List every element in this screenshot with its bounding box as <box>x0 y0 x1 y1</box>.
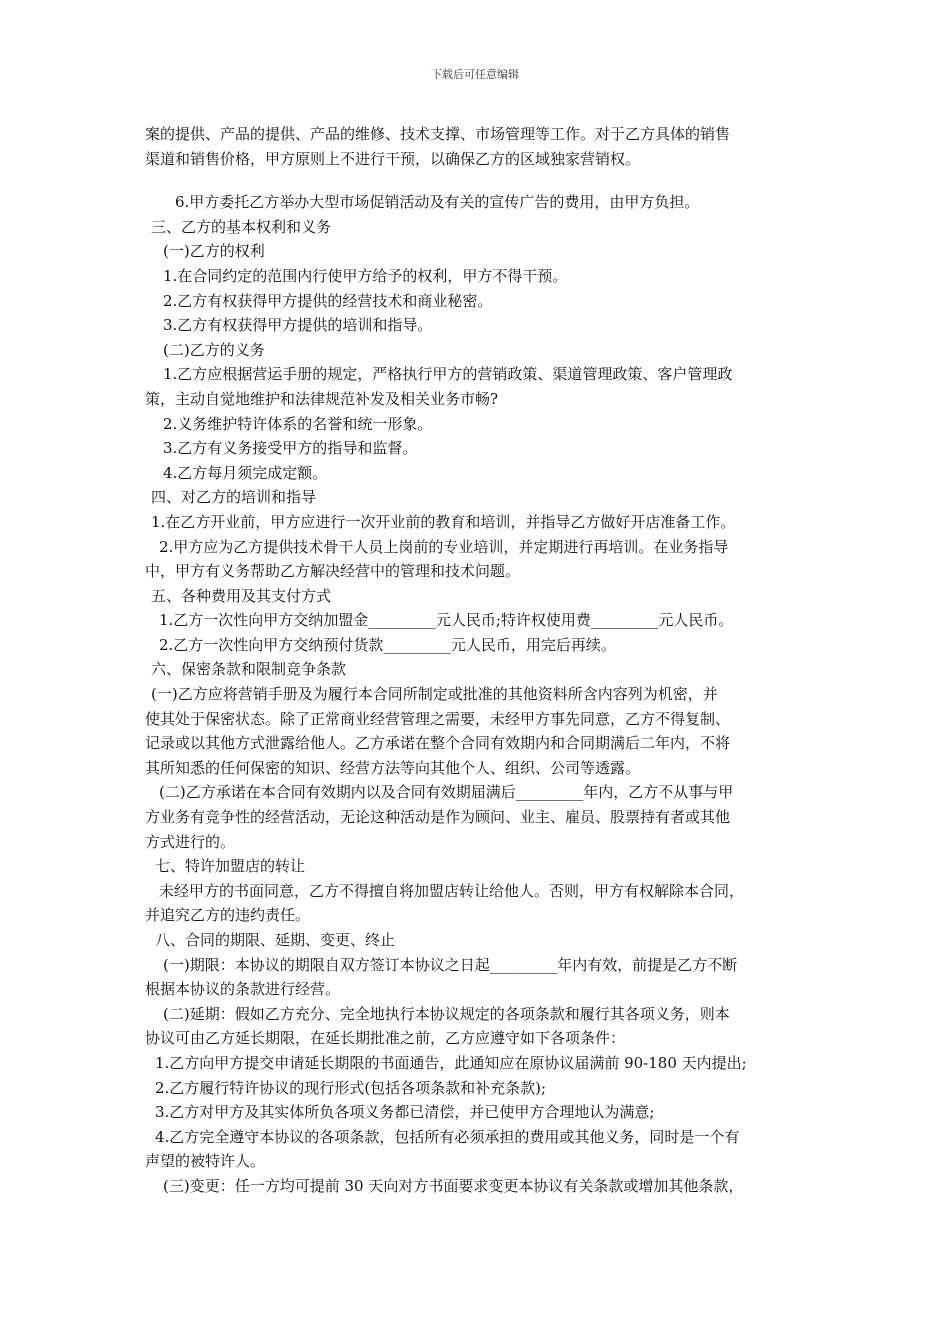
text-line: 四、对乙方的培训和指导 <box>151 488 317 507</box>
text-line: 4.乙方完全遵守本协议的各项条款，包括所有必须承担的费用或其他义务，同时是一个有 <box>155 1127 740 1146</box>
page-header: 下载后可任意编辑 <box>431 68 519 81</box>
text-line: 1.乙方一次性向甲方交纳加盟金_________元人民币;特许权使用费_________元人民币。 <box>159 611 734 630</box>
text-line: 其所知悉的任何保密的知识、经营方法等向其他个人、组织、公司等透露。 <box>145 758 641 777</box>
paragraph-gap <box>145 171 810 190</box>
text-line: 方业务有竞争性的经营活动，无论这种活动是作为顾问、业主、雇员、股票持有者或其他 <box>145 808 731 827</box>
text-line: 七、特许加盟店的转让 <box>155 857 306 876</box>
document-body <box>145 122 810 1199</box>
text-line: (一)乙方的权利 <box>163 242 265 261</box>
text-line: 3.乙方对甲方及其实体所负各项义务都已清偿，并已使甲方合理地认为满意; <box>155 1103 655 1122</box>
text-line: (二)乙方的义务 <box>163 340 265 359</box>
text-line: 6.甲方委托乙方举办大型市场促销活动及有关的宣传广告的费用，由甲方负担。 <box>175 193 700 212</box>
text-line: 方式进行的。 <box>145 832 236 851</box>
text-line: 根据本协议的条款进行经营。 <box>145 980 341 999</box>
text-line: 2.乙方一次性向甲方交纳预付货款_________元人民币，用完后再续。 <box>159 635 616 654</box>
text-line: 1.在合同约定的范围内行使甲方给予的权利，甲方不得干预。 <box>163 266 568 285</box>
text-line: (二)延期：假如乙方充分、完全地执行本协议规定的各项条款和履行其各项义务，则本 <box>163 1004 730 1023</box>
text-line: 未经甲方的书面同意，乙方不得擅自将加盟店转让给他人。否则，甲方有权解除本合同， <box>159 881 745 900</box>
text-line: 3.乙方有义务接受甲方的指导和监督。 <box>163 439 418 458</box>
text-line: (一)期限：本协议的期限自双方签订本协议之日起_________年内有效，前提是乙方不断 <box>163 955 738 974</box>
text-line: 五、各种费用及其支付方式 <box>151 586 332 605</box>
text-line: 2.甲方应为乙方提供技术骨干人员上岗前的专业培训，并定期进行再培训。在业务指导 <box>159 537 729 556</box>
text-line: 2.乙方履行特许协议的现行形式(包括各项条款和补充条款); <box>155 1078 547 1097</box>
text-line: 3.乙方有权获得甲方提供的培训和指导。 <box>163 316 433 335</box>
text-line: 策，主动自觉地维护和法律规范补发及相关业务市畅? <box>145 389 499 408</box>
text-line: 1.乙方向甲方提交申请延长期限的书面通告，此通知应在原协议届满前 90-180 天内提出; <box>155 1053 747 1072</box>
text-line: 4.乙方每月须完成定额。 <box>163 463 328 482</box>
text-line: 三、乙方的基本权利和义务 <box>151 217 332 236</box>
text-line: 使其处于保密状态。除了正常商业经营管理之需要，未经甲方事先同意，乙方不得复制、 <box>145 709 731 728</box>
text-line: 渠道和销售价格，甲方原则上不进行干预，以确保乙方的区域独家营销权。 <box>145 149 641 168</box>
text-line: (三)变更：任一方均可提前 30 天向对方书面要求变更本协议有关条款或增加其他条款， <box>163 1176 744 1195</box>
text-line: (一)乙方应将营销手册及为履行本合同所制定或批准的其他资料所含内容列为机密，并 <box>151 685 718 704</box>
text-line: 1.在乙方开业前，甲方应进行一次开业前的教育和培训，并指导乙方做好开店准备工作。 <box>151 512 736 531</box>
text-line: 八、合同的期限、延期、变更、终止 <box>155 931 396 949</box>
text-line: 2.乙方有权获得甲方提供的经营技术和商业秘密。 <box>163 291 493 310</box>
text-line: 记录或以其他方式泄露给他人。乙方承诺在整个合同有效期内和合同期满后二年内，不将 <box>145 734 731 753</box>
text-line: 1.乙方应根据营运手册的规定，严格执行甲方的营销政策、渠道管理政策、客户管理政 <box>163 365 733 384</box>
text-line: 协议可由乙方延长期限，在延长期批准之前，乙方应遵守如下各项条件： <box>145 1029 626 1048</box>
text-line: 中，甲方有义务帮助乙方解决经营中的管理和技术问题。 <box>145 562 521 581</box>
text-line: (二)乙方承诺在本合同有效期内以及合同有效期届满后_________年内，乙方不从事与甲 <box>159 783 734 802</box>
text-line: 案的提供、产品的提供、产品的维修、技术支撑、市场管理等工作。对于乙方具体的销售 <box>145 125 731 143</box>
text-line: 2.义务维护特许体系的名誉和统一形象。 <box>163 414 433 433</box>
text-line: 六、保密条款和限制竞争条款 <box>151 660 347 679</box>
text-line: 声望的被特许人。 <box>145 1152 266 1171</box>
text-line: 并追究乙方的违约责任。 <box>145 906 311 925</box>
